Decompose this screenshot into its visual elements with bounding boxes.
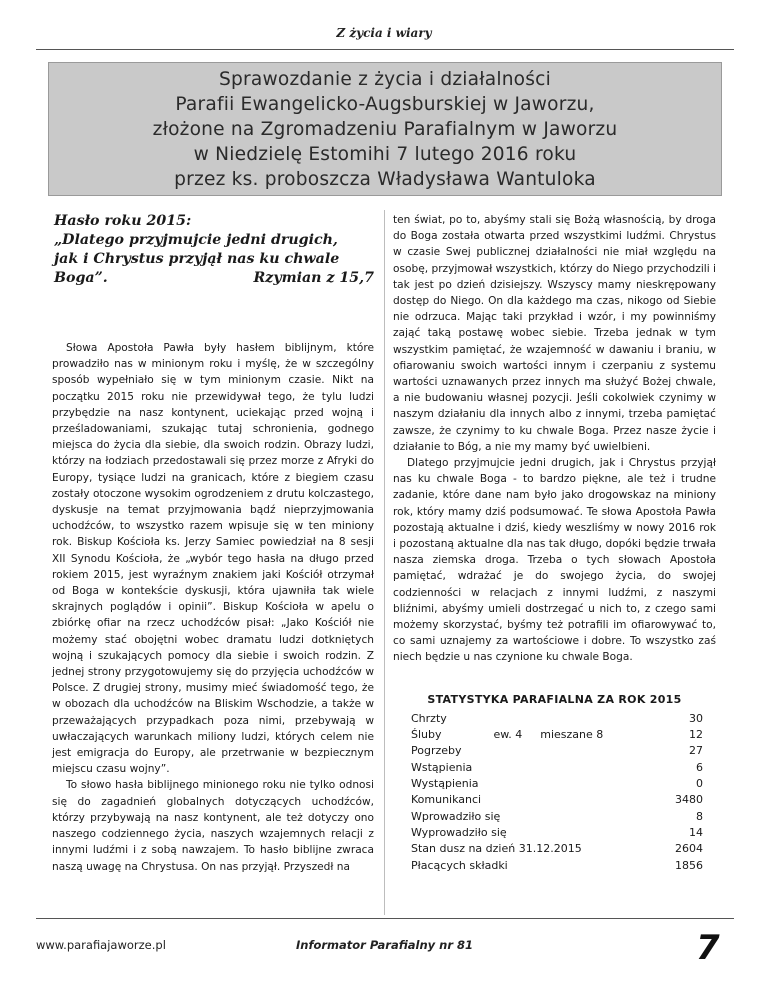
statistics-table (411, 711, 703, 874)
title-line: Parafii Ewangelicko-Augsburskiej w Jaworzu, (175, 93, 595, 115)
statistics-title: STATYSTYKA PARAFIALNA ZA ROK 2015 (427, 692, 682, 706)
stat-label: Płacących składki (411, 858, 508, 872)
stat-label: Wyprowadziło się (411, 825, 507, 839)
motto-quote-line: „Dlatego przyjmujcie jedni drugich, (54, 232, 338, 248)
stat-value: 14 (689, 825, 703, 839)
stat-label: Wstąpienia (411, 760, 473, 774)
year-motto (54, 212, 374, 288)
stat-label: Wprowadziło się (411, 809, 501, 823)
stat-value: 8 (696, 809, 703, 823)
stat-value: 12 (689, 728, 703, 742)
stat-value: 1856 (675, 858, 703, 872)
title-line: w Niedzielę Estomihi 7 lutego 2016 roku (193, 143, 577, 165)
stat-row (411, 711, 703, 727)
right-column (393, 212, 716, 874)
stat-row (411, 858, 703, 874)
page-number: 7 (696, 928, 720, 968)
motto-quote-line: jak i Chrystus przyjął nas ku chwale (54, 251, 340, 267)
stat-row (411, 760, 703, 776)
left-column (52, 212, 374, 875)
article-title-box (48, 62, 722, 196)
stat-value: 6 (696, 760, 703, 774)
stat-row (411, 825, 703, 841)
stat-value: 3480 (675, 793, 703, 807)
stat-value: 30 (689, 711, 703, 725)
motto-reference: Rzymian z 15,7 (253, 270, 374, 286)
section-header: Z życia i wiary (336, 26, 432, 40)
body-paragraph: To słowo hasła biblijnego minionego roku nie tylko odnosi się do zagadnień globalnych dotyczących uchodźców, którzy przybywają na nasz kontynent, ale też dotyczy ono naszego codziennego życia, naszych wzajemnych relacji z innymi ludźmi i z sobą nawzajem. To hasło biblijne zwraca naszą uwagę na Chrystusa. On nas przyjął. Przyszedł na (52, 779, 374, 873)
motto-heading: Hasło roku 2015: (54, 213, 192, 229)
title-line: przez ks. proboszcza Władysława Wantuloka (174, 168, 596, 190)
stat-detail: ew. 4 (493, 728, 523, 742)
header-divider (36, 49, 734, 50)
body-paragraph: ten świat, po to, abyśmy stali się Bożą własnością, by droga do Boga została otwarta przed wszystkimi ludźmi. Chrystus w czasie Swej publicznej działalności nie miał względu na osobę, przyjmował wszystkich, którzy do Niego przychodzili i tak jest po dzień dzisiejszy. Wszyscy mamy nieskrępowany dostęp do Niego. On dla każdego ma czas, nikogo od Siebie nie odrzuca. Mając taki przykład i wzór, i my powinniśmy zająć taką postawę wobec siebie. Trzeba jednak w tym wszystkim pamiętać, że wzajemność w dawaniu i braniu, w ofiarowaniu swoich wartości innym i czerpaniu z systemu wartości uznawanych przez innych ma służyć Bożej chwale, a nie budowaniu własnej pozycji. Jeśli cokolwiek czynimy w naszym działaniu dla innych albo z innymi, trzeba pamiętać zawsze, że czynimy to ku chwale Boga. Przez nasze życie i działanie to Bóg, a nie my mamy być uwielbieni. (393, 214, 716, 453)
stat-value: 0 (696, 777, 703, 791)
body-paragraph: Dlatego przyjmujcie jedni drugich, jak i Chrystus przyjął nas ku chwale Boga - to bardzo piękne, ale też i trudne zadanie, które dane nam było jako drogowskaz na miniony rok, który mamy dziś podsumować. Te słowa Apostoła Pawła pozostają aktualne i dziś, kiedy weszliśmy w nowy 2016 rok i pozostaną aktualne dla nas tak długo, dopóki będzie trwała nasza ziemska droga. Trzeba o tych słowach Apostoła pamiętać, wdrażać je do swojego życia, do swojej codzienności w relacjach z innymi ludźmi, z naszymi bliźnimi, abyśmy umieli dostrzegać u nich to, z czego sami możemy skorzystać, byśmy też potrafili im ofiarowywać to, co sami uznajemy za wartościowe i dobre. To wszystko zaś niech będzie u nas czynione ku chwale Boga. (393, 457, 716, 664)
stat-value: 27 (689, 744, 703, 758)
title-line: Sprawozdanie z życia i działalności (219, 68, 551, 90)
footer-divider (36, 918, 734, 919)
footer-website: www.parafiajaworze.pl (36, 938, 166, 952)
stat-label: Wystąpienia (411, 777, 479, 791)
stat-row (411, 792, 703, 808)
stat-label: Pogrzeby (411, 744, 462, 758)
stat-row (411, 809, 703, 825)
motto-quote-line: Boga”. (54, 270, 108, 286)
column-divider (384, 210, 385, 915)
footer-publication: Informator Parafialny nr 81 (296, 938, 474, 952)
stat-row (411, 776, 703, 792)
stat-row (411, 727, 703, 743)
stat-label: Stan dusz na dzień 31.12.2015 (411, 842, 582, 856)
title-line: złożone na Zgromadzeniu Parafialnym w Jaworzu (152, 118, 618, 140)
body-paragraph: Słowa Apostoła Pawła były hasłem biblijnym, które prowadziło nas w minionym roku i myślę, że w szczególny sposób wypełniało się w tym minionym czasie. Nikt na początku 2015 roku nie przewidywał tego, że tylu ludzi przybędzie na nasz kontynent, uciekając przed wojną i prześladowaniami, szukając tutaj schronienia, godnego miejsca do życia dla siebie, dla swoich rodzin. Obrazy ludzi, którzy na łodziach przedostawali się przez morze z Afryki do Europy, tysiące ludzi na granicach, które z biegiem czasu zostały otoczone wysokim ogrodzeniem z drutu kolczastego, dyskusje na temat przyjmowania bądź nieprzyjmowania uchodźców, to wszystko razem wpisuje się w ten miniony rok. Biskup Kościoła ks. Jerzy Samiec powiedział na 8 sesji XII Synodu Kościoła, że „wybór tego hasła na długo przed rokiem 2015, jest wyraźnym znakiem jaki Kościół otrzymał od Boga w kontekście dyskusji, która ujawniła tak wiele skrajnych poglądów i opinii”. Biskup Kościoła w apelu o zbiórkę ofiar na rzecz uchodźców pisał: „Jako Kościół nie możemy stać obojętni wobec dramatu ludzi dotkniętych wojną i szukających pomocy dla siebie i swoich rodzin. Z jednej strony przygotowujemy się do przyjęcia uchodźców w Polsce. Z drugiej strony, musimy mieć świadomość tego, że w obozach dla uchodźców na Bliskim Wschodzie, a także w przeważających przypadkach poza nimi, przebywają w uwłaczających warunkach miliony ludzi, których celem nie jest emigracja do Europy, ale przetrwanie w bezpiecznym miejscu czasu wojny”. (52, 342, 374, 776)
stat-label: Chrzty (411, 711, 447, 725)
stat-row (411, 743, 703, 759)
stat-label: Komunikanci (411, 793, 482, 807)
stat-row (411, 841, 703, 857)
stat-label: Śluby (411, 728, 442, 742)
stat-value: 2604 (675, 842, 703, 856)
stat-detail: mieszane 8 (540, 728, 604, 742)
